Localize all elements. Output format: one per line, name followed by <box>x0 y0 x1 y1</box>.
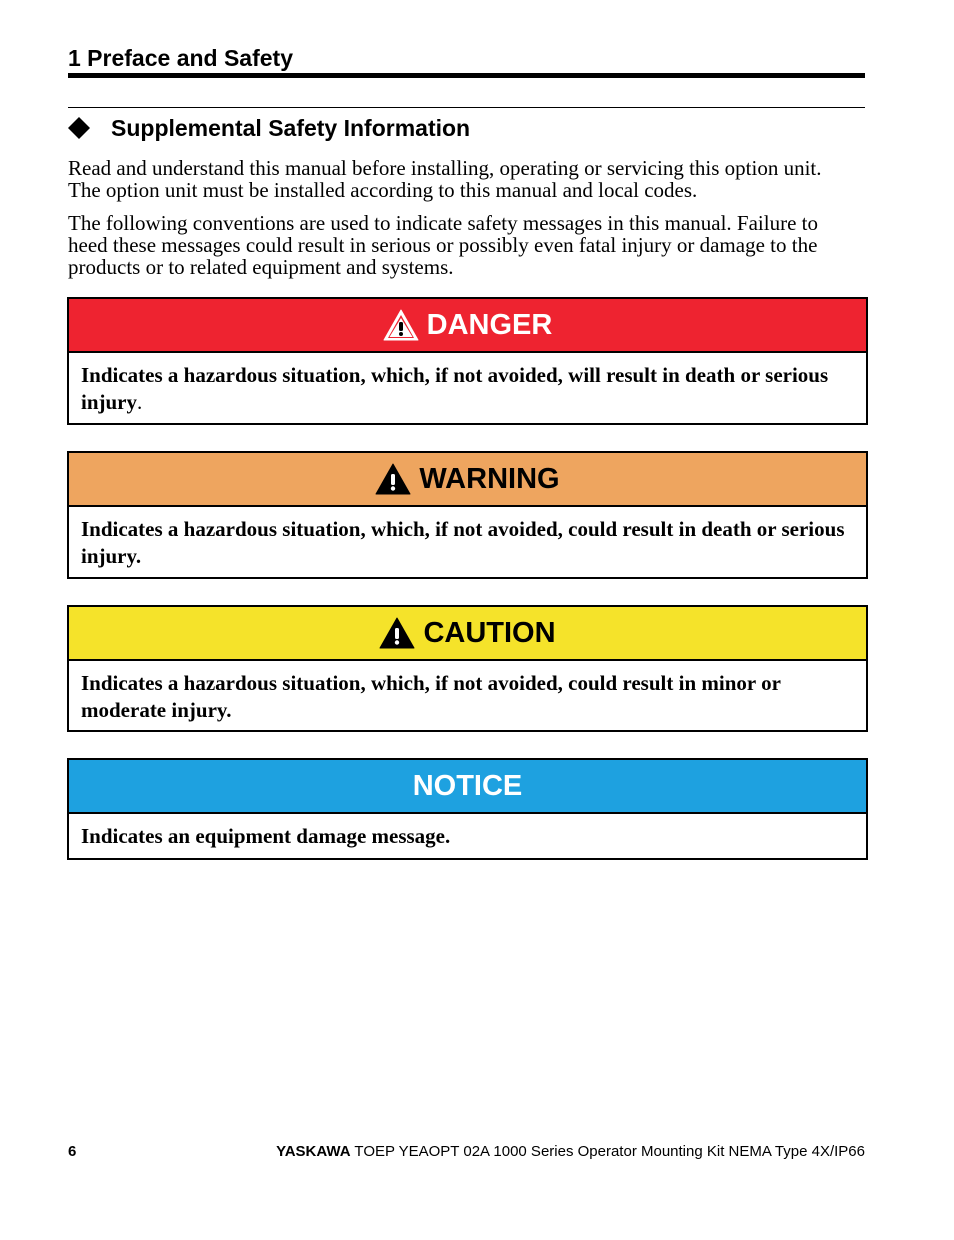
danger-header <box>69 299 866 353</box>
document-title <box>276 1142 865 1162</box>
conventions-line-3: products or to related equipment and systems. <box>68 255 454 279</box>
chapter-title: 1 Preface and Safety <box>68 45 294 71</box>
page-number: 6 <box>68 1143 77 1160</box>
section-title: Supplemental Safety Information <box>111 115 471 141</box>
document-title-text: TOEP YEAOPT 02A 1000 Series Operator Mounting Kit NEMA Type 4X/IP66 <box>350 1143 865 1160</box>
notice-message-box <box>67 758 868 860</box>
danger-text-block <box>69 353 866 416</box>
conventions-line-2: heed these messages could result in serious or possibly even fatal injury or damage to the <box>68 233 818 257</box>
caution-header <box>69 607 866 661</box>
diamond-icon <box>68 117 90 139</box>
notice-label: NOTICE <box>412 769 523 802</box>
page-footer <box>68 1142 865 1162</box>
warning-triangle-icon <box>375 463 411 495</box>
caution-text: Indicates a hazardous situation, which, if not avoided, could result in minor or moderate injury. <box>81 671 781 722</box>
section-rule <box>68 107 865 108</box>
warning-message-box <box>67 451 868 579</box>
intro-paragraph <box>68 157 858 201</box>
caution-message-box <box>67 605 868 732</box>
danger-text: Indicates a hazardous situation, which, if not avoided, will result in death or serious injury <box>81 363 829 414</box>
danger-text-period: . <box>137 390 143 414</box>
conventions-line-1: The following conventions are used to indicate safety messages in this manual. Failure to <box>68 211 818 235</box>
warning-triangle-icon <box>379 617 415 649</box>
section-heading <box>68 114 865 142</box>
conventions-paragraph <box>68 212 858 278</box>
warning-text: Indicates a hazardous situation, which, if not avoided, could result in death or serious injury. <box>81 517 845 568</box>
brand-name: YASKAWA <box>276 1143 351 1160</box>
warning-header <box>69 453 866 507</box>
danger-message-box <box>67 297 868 425</box>
notice-text: Indicates an equipment damage message. <box>81 824 451 848</box>
intro-line-1: Read and understand this manual before installing, operating or servicing this option unit. <box>68 156 822 180</box>
caution-label: CAUTION <box>423 616 556 649</box>
danger-label: DANGER <box>426 308 553 341</box>
warning-triangle-icon <box>383 309 419 341</box>
intro-line-2: The option unit must be installed according to this manual and local codes. <box>68 178 698 202</box>
warning-label: WARNING <box>419 462 560 495</box>
notice-header <box>69 760 866 814</box>
chapter-rule <box>68 73 865 78</box>
